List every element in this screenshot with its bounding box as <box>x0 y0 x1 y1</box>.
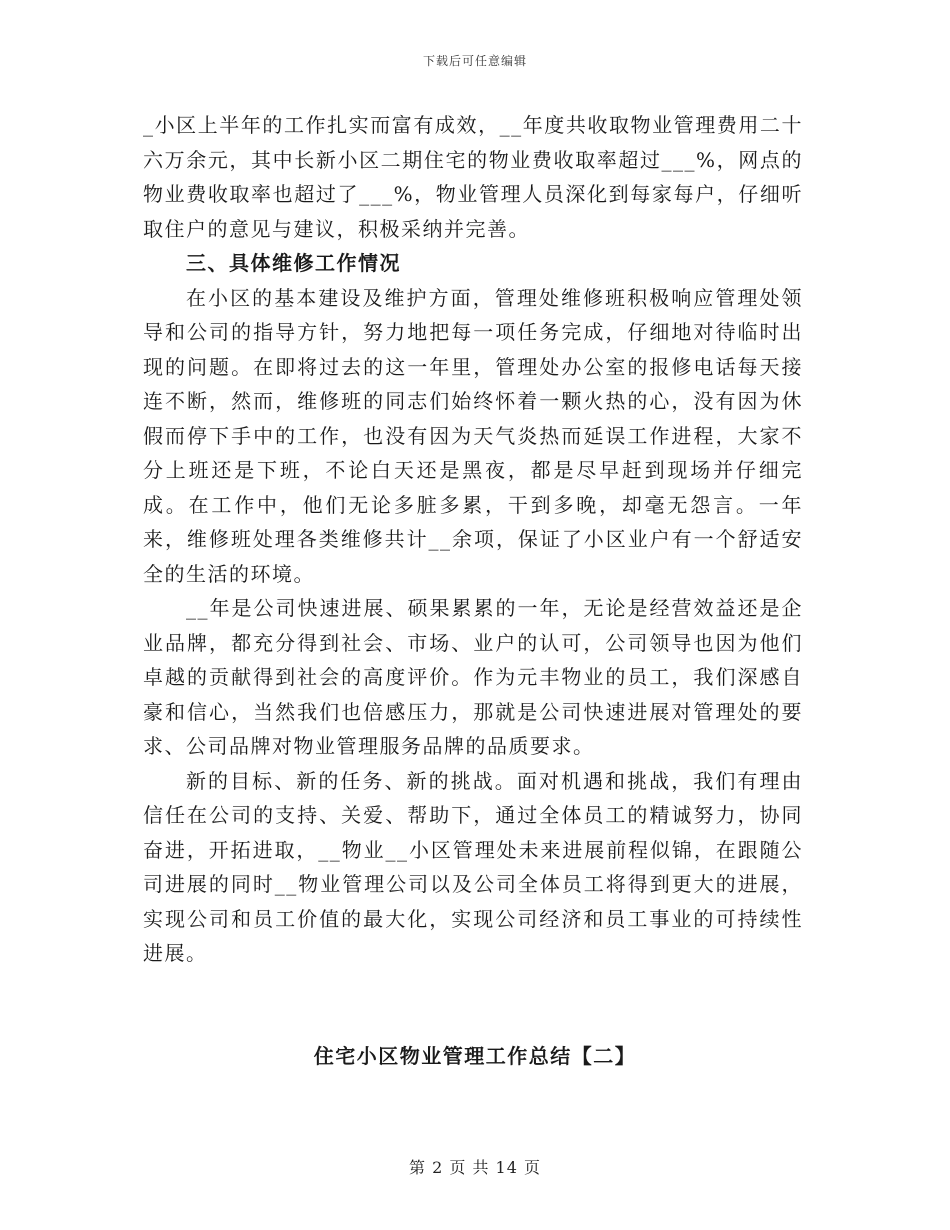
document-title: 住宅小区物业管理工作总结【二】 <box>313 1044 637 1068</box>
paragraph-3: __年是公司快速进展、硕果累累的一年，无论是经营效益还是企业品牌，都充分得到社会、市场、业户的认可，公司领导也因为他们卓越的贡献得到社会的高度评价。作为元丰物业的员工，我们深感自豪和信心，当然我们也倍感压力，那就是公司快速进展对管理处的要求、公司品牌对物业管理服务品牌的品质要求。 <box>143 596 803 758</box>
page-number: 第 2 页 共 14 页 <box>409 1158 541 1177</box>
document-body <box>143 108 803 971</box>
header-note: 下载后可任意编辑 <box>422 54 527 68</box>
paragraph-1: _小区上半年的工作扎实而富有成效，__年度共收取物业管理费用二十六万余元，其中长新小区二期住宅的物业费收取率超过___%，网点的物业费收取率也超过了___%，物业管理人员深化到每家每户，仔细听取住户的意见与建议，积极采纳并完善。 <box>143 113 803 241</box>
section-heading-3: 三、具体维修工作情况 <box>186 251 401 275</box>
paragraph-2: 在小区的基本建设及维护方面，管理处维修班积极响应管理处领导和公司的指导方针，努力地把每一项任务完成，仔细地对待临时出现的问题。在即将过去的这一年里，管理处办公室的报修电话每天接连不断，然而，维修班的同志们始终怀着一颗火热的心，没有因为休假而停下手中的工作，也没有因为天气炎热而延误工作进程，大家不分上班还是下班，不论白天还是黑夜，都是尽早赶到现场并仔细完成。在工作中，他们无论多脏多累，干到多晚，却毫无怨言。一年来，维修班处理各类维修共计__余项，保证了小区业户有一个舒适安全的生活的环境。 <box>143 285 803 586</box>
paragraph-4: 新的目标、新的任务、新的挑战。面对机遇和挑战，我们有理由信任在公司的支持、关爱、帮助下，通过全体员工的精诚努力，协同奋进，开拓进取，__物业__小区管理处未来进展前程似锦，在跟随公司进展的同时__物业管理公司以及公司全体员工将得到更大的进展，实现公司和员工价值的最大化，实现公司经济和员工事业的可持续性进展。 <box>143 768 803 965</box>
